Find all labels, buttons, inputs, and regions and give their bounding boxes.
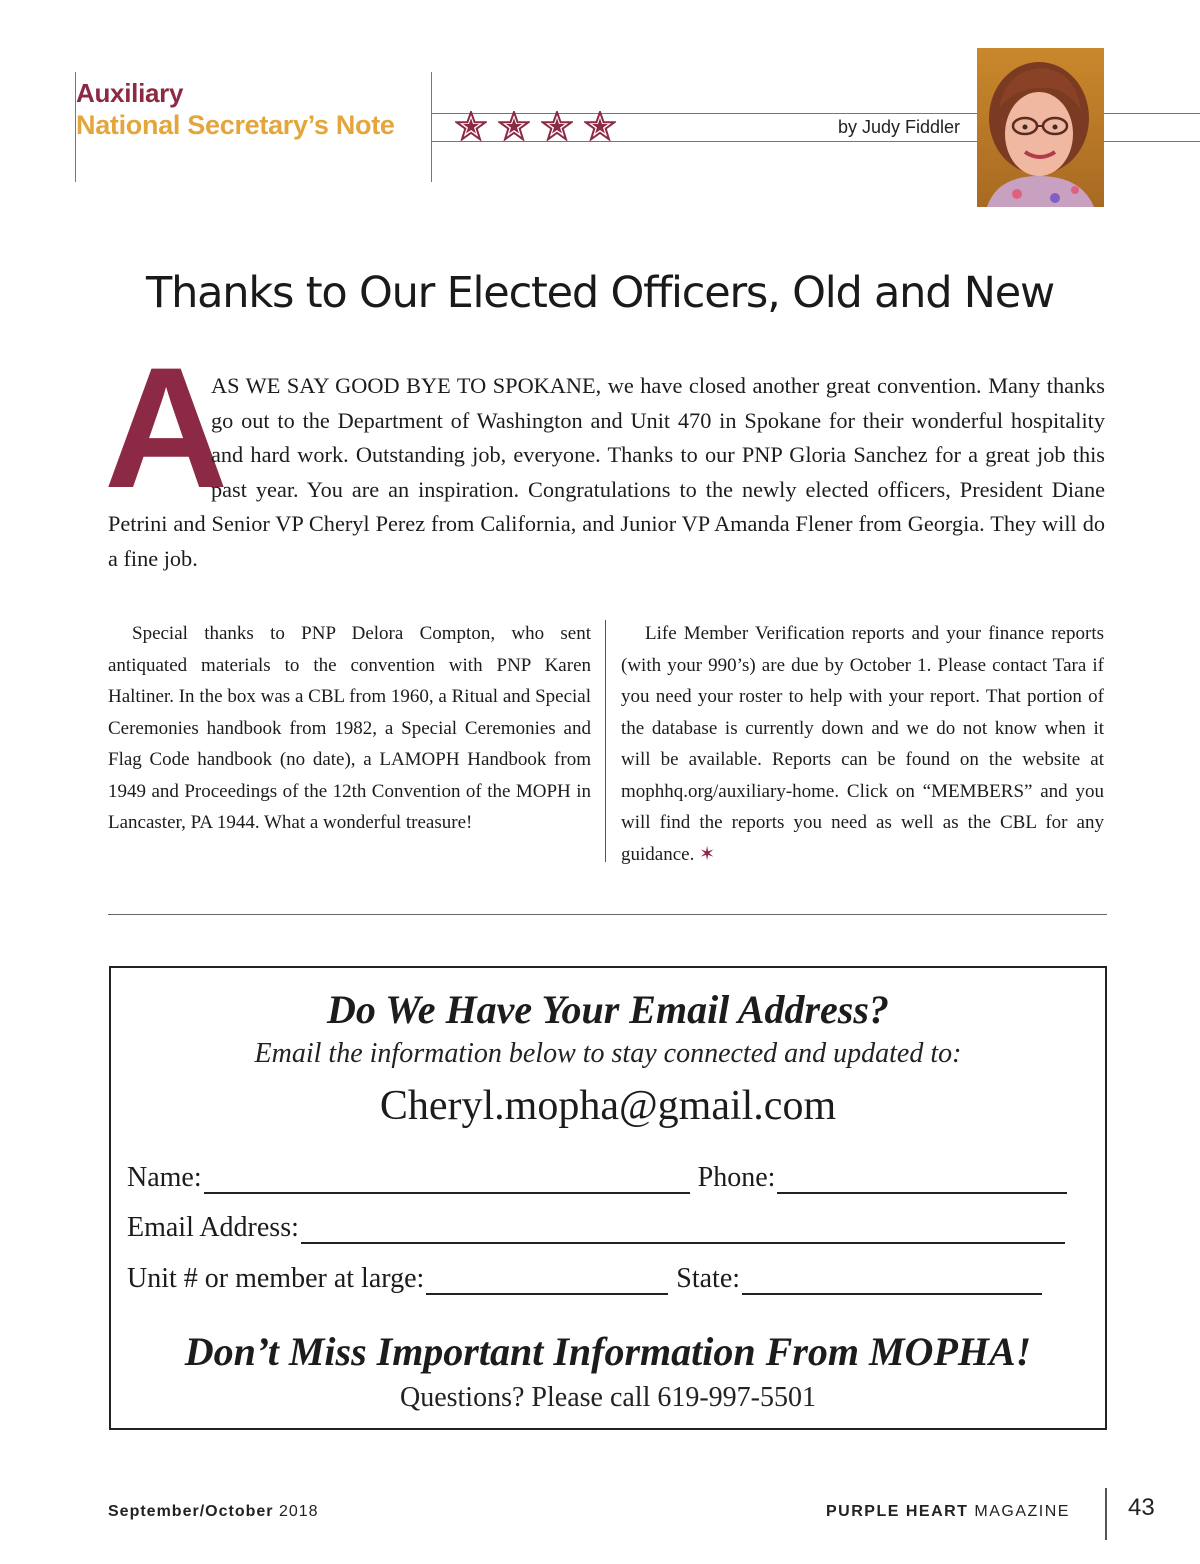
column-divider bbox=[605, 620, 606, 862]
magazine-name-rest: MAGAZINE bbox=[974, 1503, 1070, 1520]
page-number: 43 bbox=[1128, 1494, 1155, 1521]
section-divider bbox=[108, 914, 1107, 915]
email-signup-box bbox=[109, 966, 1107, 1430]
contact-email[interactable]: Cheryl.mopha@gmail.com bbox=[379, 1083, 837, 1129]
unit-field[interactable] bbox=[426, 1271, 668, 1295]
author-byline: by Judy Fiddler bbox=[838, 117, 961, 137]
section-label: Auxiliary bbox=[76, 78, 184, 108]
box-subtitle: Email the information below to stay connected and updated to: bbox=[254, 1038, 962, 1069]
right-column-paragraph bbox=[621, 618, 1104, 870]
issue-date bbox=[108, 1503, 319, 1521]
issue-year: 2018 bbox=[278, 1503, 319, 1520]
state-field[interactable] bbox=[742, 1271, 1042, 1295]
form-row-email bbox=[127, 1212, 1085, 1244]
left-column-paragraph: Special thanks to PNP Delora Compton, who sent antiquated materials to the convention with PNP Karen Haltiner. In the box was a CBL from 1960, a Ritual and Special Ceremonies handbook from 1982, a Special Ceremonies and Flag Code handbook (no date), a LAMOPH Handbook from 1949 and Proceedings of the 12th Convention of the MOPH in Lancaster, PA 1944. What a wonderful treasure! bbox=[108, 623, 591, 833]
state-label: State: bbox=[676, 1263, 741, 1294]
email-address-label: Email Address: bbox=[127, 1212, 299, 1243]
issue-months: September/October bbox=[108, 1503, 274, 1520]
column-title: National Secretary’s Note bbox=[76, 110, 395, 140]
star-icon bbox=[455, 111, 487, 141]
header-right-rule-bottom bbox=[1104, 141, 1200, 142]
intro-text: AS WE SAY GOOD BYE TO SPOKANE, we have closed another great convention. Many thanks go out to the Department of Washington and Unit 470 in Spokane for their wonderful hospitality and hard work. Outstanding job, everyone. Thanks to our PNP Gloria Sanchez for a great job this past year. You are an inspiration. Congratulations to the newly elected officers, President Diane Petrini and Senior VP Cheryl Perez from California, and Junior VP Amanda Flener from Georgia. They will do a fine job. bbox=[108, 373, 1105, 571]
drop-cap: A bbox=[104, 332, 229, 524]
header-mid-rule bbox=[431, 72, 432, 182]
end-mark-icon: ✶ bbox=[699, 843, 715, 865]
right-column-text: Life Member Verification reports and your finance reports (with your 990’s) are due by October 1. Please contact Tara if you need your roster to help with your report. That portion of the database is currently down and we do not know when it will be available. Reports can be found on the website at mophhq.org/auxiliary-home. Click on “MEMBERS” and you will find the reports you need as well as the CBL for any guidance. bbox=[621, 623, 1104, 865]
form-row-name-phone bbox=[127, 1162, 1085, 1194]
star-row bbox=[455, 111, 616, 141]
article-title: Thanks to Our Elected Officers, Old and New bbox=[146, 268, 1054, 318]
star-icon bbox=[541, 111, 573, 141]
header-right-rule-top bbox=[1104, 113, 1200, 114]
unit-label: Unit # or member at large: bbox=[127, 1263, 425, 1294]
magazine-name bbox=[826, 1503, 1070, 1521]
header-bottom-rule bbox=[431, 141, 977, 142]
footer-divider bbox=[1105, 1488, 1107, 1540]
questions-phone: Questions? Please call 619-997-5501 bbox=[399, 1382, 817, 1413]
magazine-name-bold: PURPLE HEART bbox=[826, 1503, 969, 1520]
phone-label: Phone: bbox=[697, 1162, 776, 1193]
box-footer-headline: Don’t Miss Important Information From MOPHA! bbox=[184, 1329, 1032, 1374]
star-icon bbox=[584, 111, 616, 141]
phone-field[interactable] bbox=[777, 1170, 1067, 1194]
star-icon bbox=[498, 111, 530, 141]
intro-paragraph bbox=[108, 369, 1105, 576]
author-photo bbox=[977, 48, 1104, 207]
drop-cap-space bbox=[108, 369, 211, 507]
email-address-field[interactable] bbox=[301, 1220, 1065, 1244]
name-field[interactable] bbox=[204, 1170, 690, 1194]
form-row-unit-state bbox=[127, 1263, 1085, 1295]
name-label: Name: bbox=[127, 1162, 202, 1193]
box-title: Do We Have Your Email Address? bbox=[327, 987, 889, 1032]
